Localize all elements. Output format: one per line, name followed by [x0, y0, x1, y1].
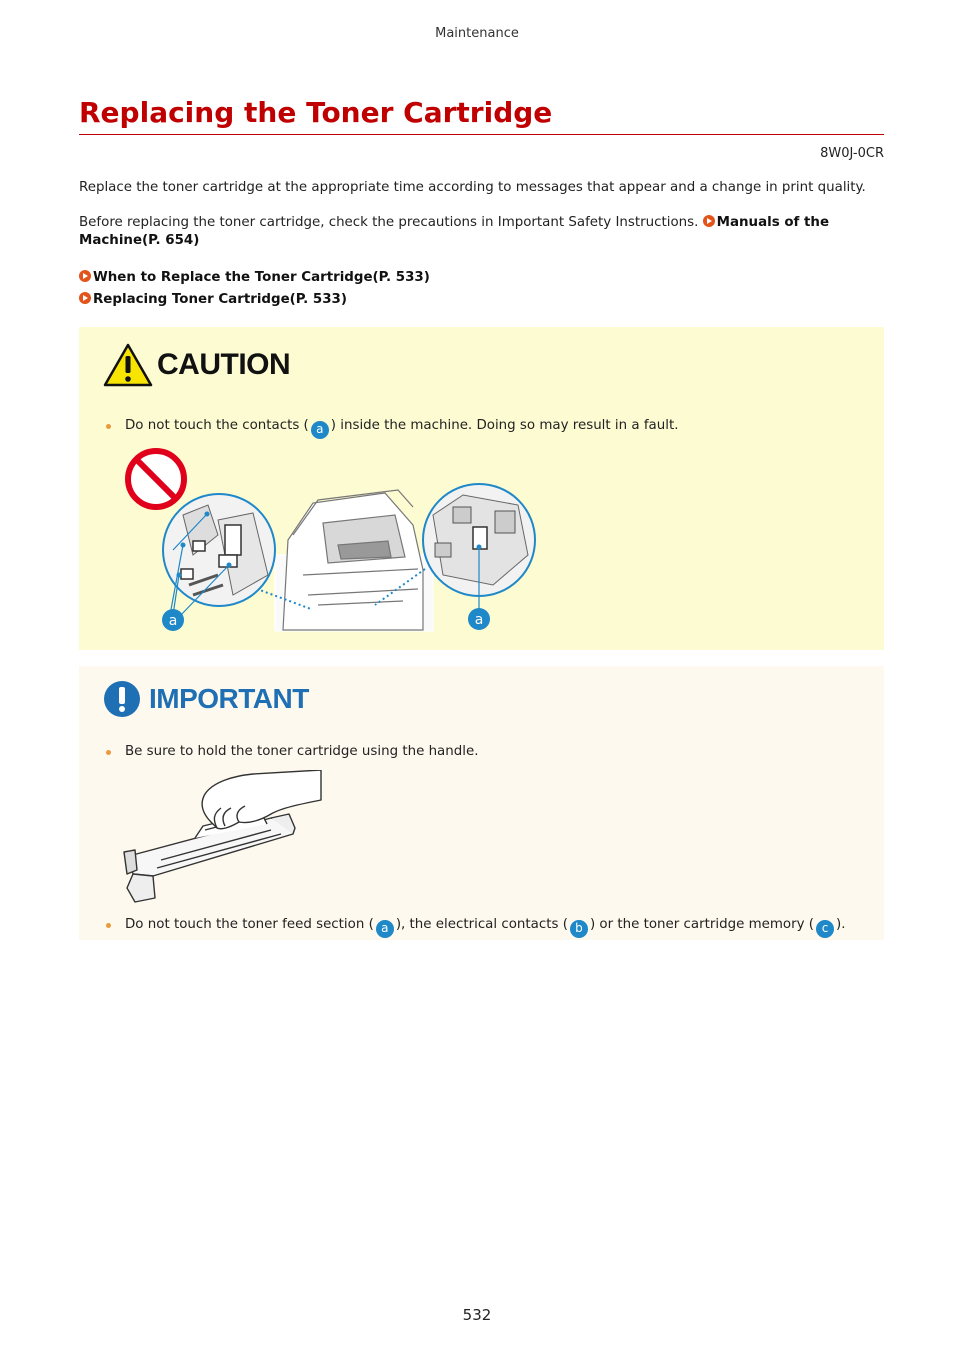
label-b-badge: b — [570, 920, 588, 938]
caution-bullet: Do not touch the contacts ( a ) inside the machine. Doing so may result in a fault. — [107, 417, 678, 439]
important-bullet-contacts: Do not touch the toner feed section ( a ), the electrical contacts ( b ) or the toner cartridge memory ( c ). — [107, 916, 846, 938]
caution-label: CAUTION — [157, 348, 291, 381]
manuals-link-label: Manuals of the Machine(P. 654) — [79, 215, 830, 248]
document-id: 8W0J-0CR — [820, 146, 884, 161]
intro-paragraph: Replace the toner cartridge at the appropriate time according to messages that appear and a change in print quality. — [79, 180, 866, 195]
running-header: Maintenance — [435, 26, 519, 41]
label-c-badge: c — [816, 920, 834, 938]
zoom-circle-right — [423, 484, 535, 610]
exclamation-circle-icon — [103, 680, 141, 718]
link-replacing-toner[interactable] — [79, 291, 884, 309]
caution-box — [79, 327, 884, 650]
caution-heading — [103, 343, 290, 387]
zoom-circle-left — [163, 494, 275, 617]
figure-label-a: a — [168, 613, 178, 629]
important-box — [79, 666, 884, 940]
prohibition-icon — [128, 451, 184, 507]
figure-label-a: a — [474, 612, 484, 628]
contacts-illustration — [123, 445, 563, 635]
precaution-paragraph — [79, 214, 884, 250]
link-arrow-icon — [79, 270, 91, 282]
important-label: IMPORTANT — [149, 683, 309, 714]
important-bullet-handle: Be sure to hold the toner cartridge using the handle. — [107, 743, 478, 761]
toner-cartridge-illustration — [121, 770, 325, 906]
link-label: When to Replace the Toner Cartridge(P. 533) — [93, 270, 430, 285]
link-when-to-replace[interactable] — [79, 269, 884, 287]
label-a-badge: a — [376, 920, 394, 938]
warning-triangle-icon — [103, 343, 153, 387]
link-arrow-icon — [703, 215, 715, 227]
page-number: 532 — [462, 1306, 492, 1324]
page-title: Replacing the Toner Cartridge — [79, 94, 884, 135]
label-a-badge: a — [311, 421, 329, 439]
printer-drawing — [275, 490, 433, 631]
precaution-text: Before replacing the toner cartridge, check the precautions in Important Safety Instructions. — [79, 215, 703, 230]
important-heading — [103, 680, 309, 718]
link-label: Replacing Toner Cartridge(P. 533) — [93, 292, 347, 307]
link-arrow-icon — [79, 292, 91, 304]
